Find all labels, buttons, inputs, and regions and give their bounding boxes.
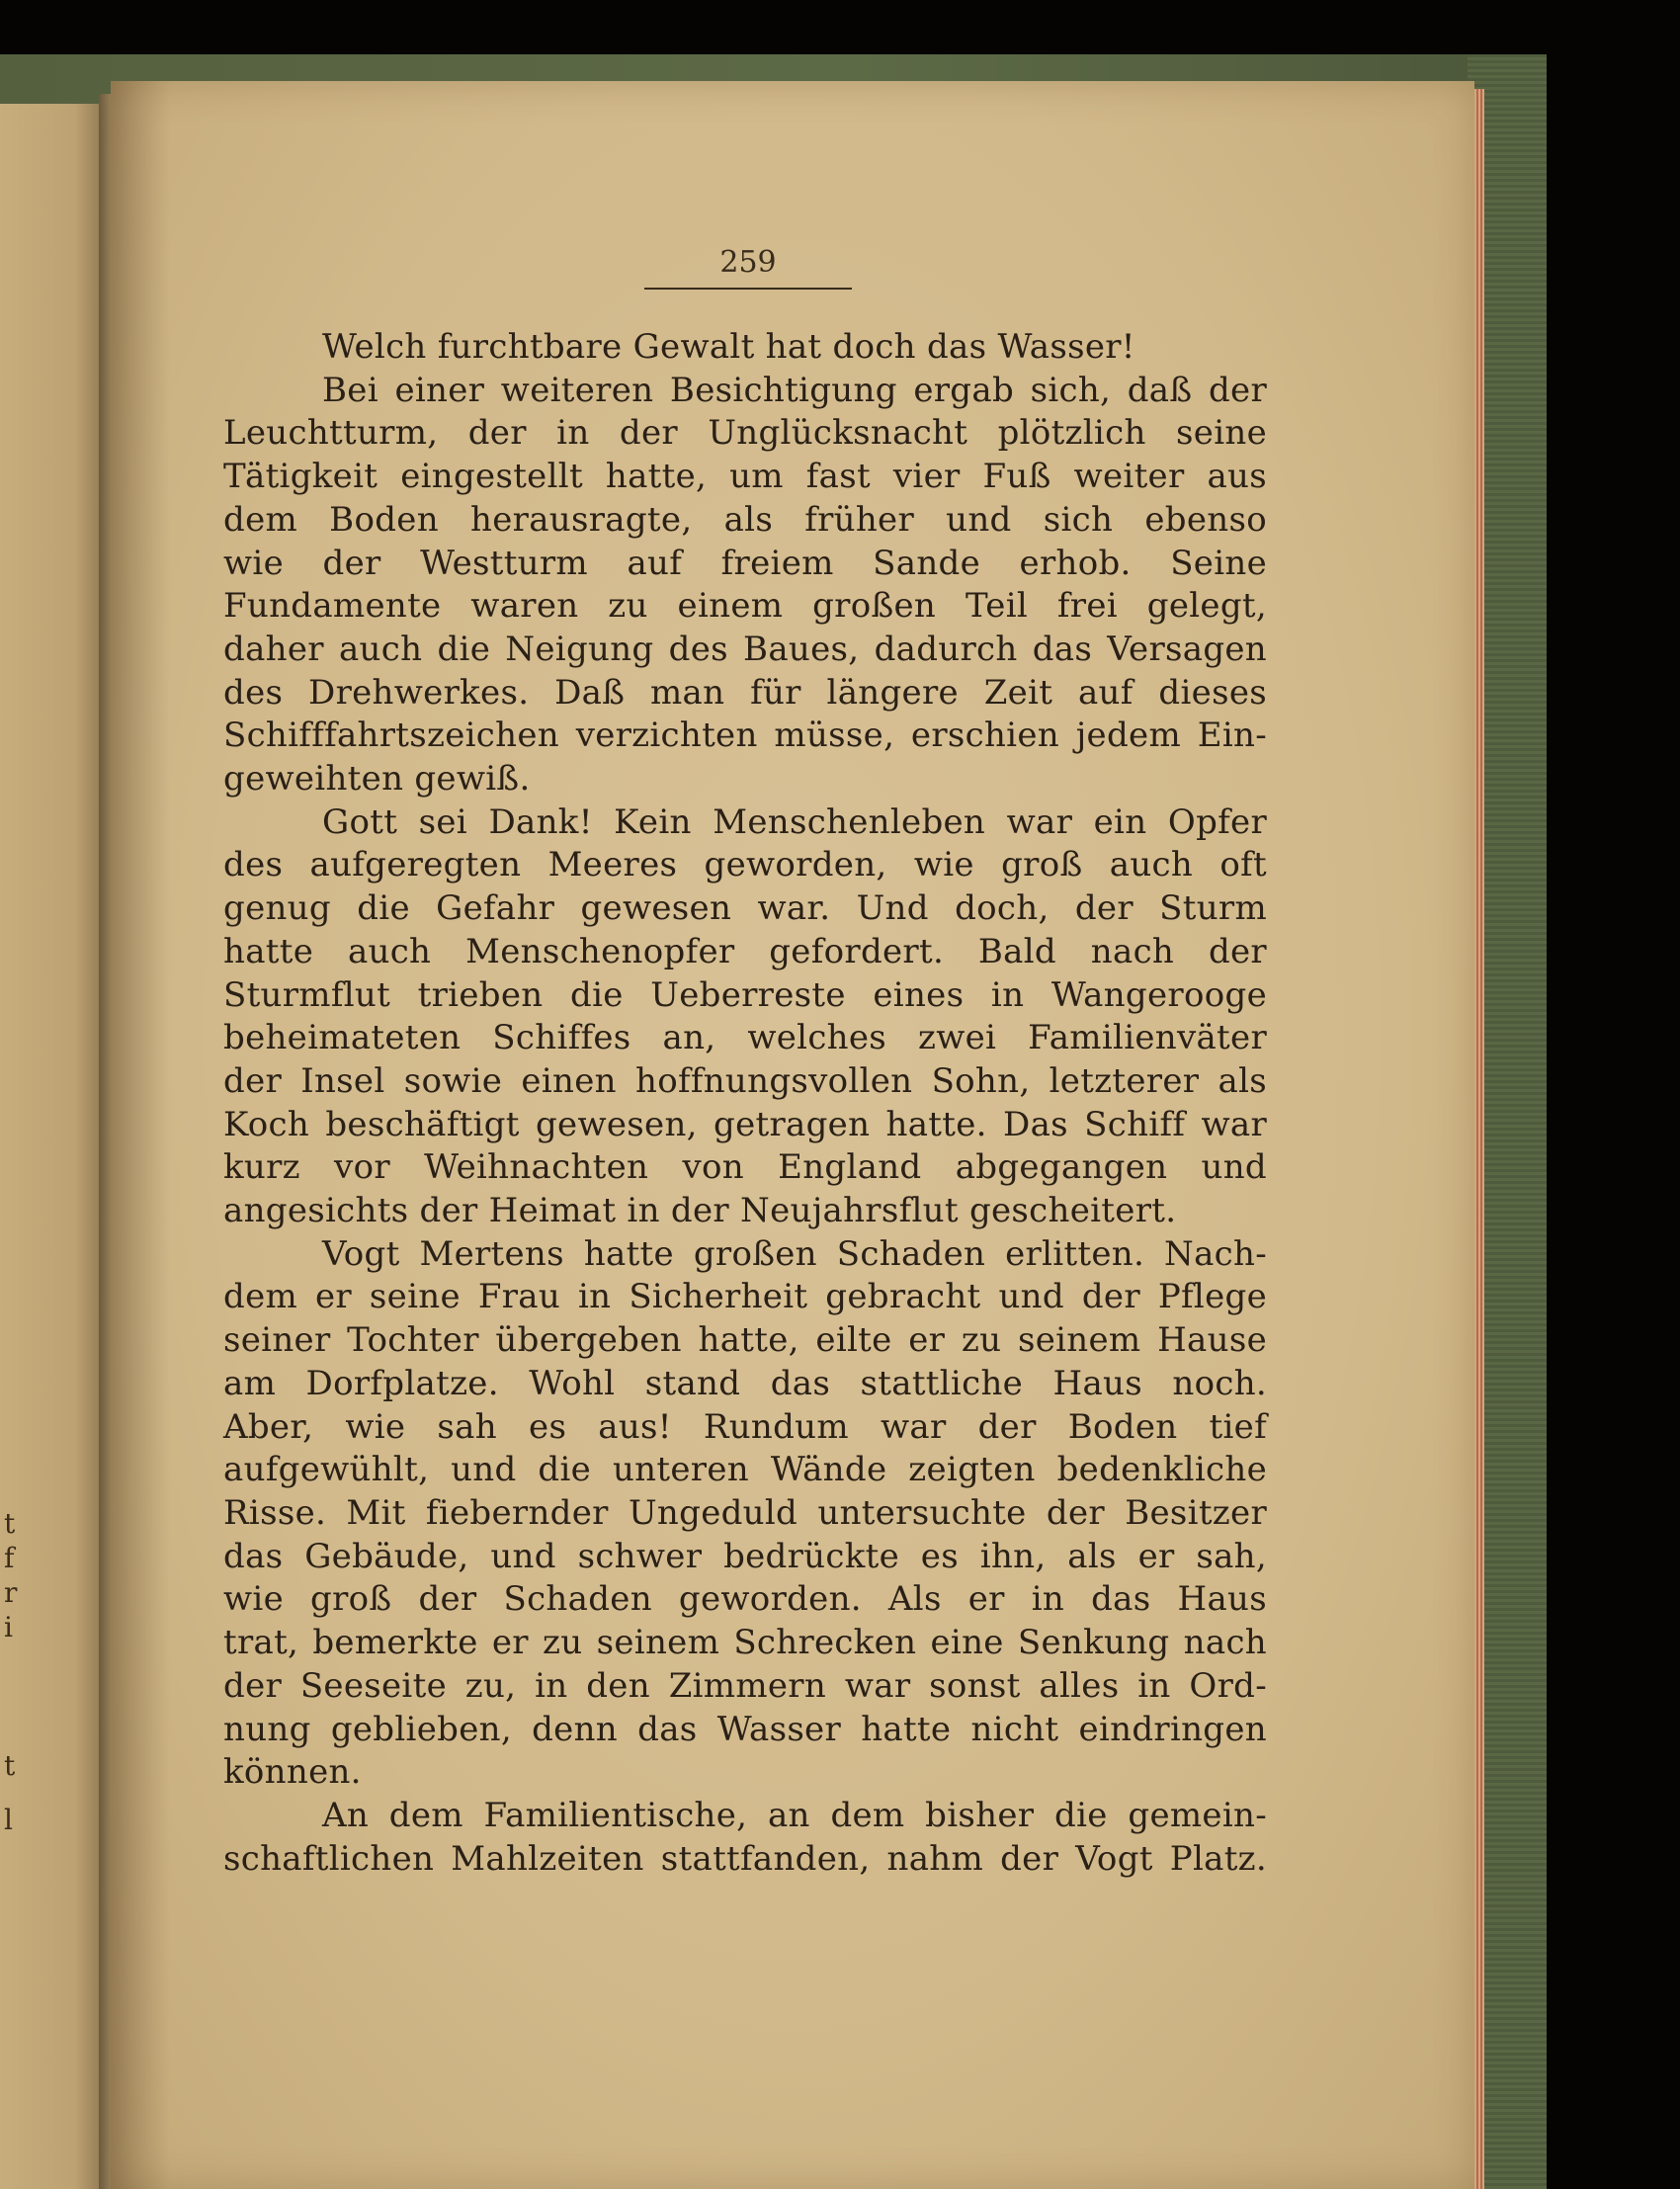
left-page [0, 104, 107, 2189]
text-line: Tätigkeit eingestellt hatte, um fast vier Fuß weiter aus [223, 457, 1267, 497]
text-line: Risse. Mit fiebernder Ungeduld untersuchte der Besitzer [223, 1492, 1267, 1533]
text-line: am Dorfplatze. Wohl stand das stattliche Haus noch. [223, 1363, 1267, 1403]
left-page-text-fragments [0, 104, 30, 2189]
left-page-fragment: l [4, 1804, 13, 1836]
text-line: seiner Tochter übergeben hatte, eilte er zu seinem Hause [223, 1320, 1267, 1361]
text-line: nung geblieben, denn das Wasser hatte nicht eindringen [223, 1709, 1267, 1749]
text-line: der Insel sowie einen hoffnungsvollen Sohn, letzterer als [223, 1060, 1267, 1101]
text-line: Vogt Mertens hatte großen Schaden erlitten. Nach- [322, 1233, 1267, 1274]
text-line: An dem Familientische, an dem bisher die gemein- [322, 1795, 1267, 1835]
text-line: das Gebäude, und schwer bedrückte es ihn, als er sah, [223, 1536, 1267, 1576]
spine-shadow [111, 81, 170, 2189]
left-page-fragment: i [4, 1611, 13, 1643]
text-line: Fundamente waren zu einem großen Teil frei gelegt, [223, 586, 1267, 627]
text-line: wie groß der Schaden geworden. Als er in das Haus [223, 1579, 1267, 1620]
text-line: geweihten gewiß. [223, 759, 531, 800]
text-line: der Seeseite zu, in den Zimmern war sonst alles in Ord- [223, 1665, 1267, 1706]
left-page-fragment: f [4, 1542, 15, 1574]
text-line: Bei einer weiteren Besichtigung ergab sich, daß der [322, 370, 1267, 410]
text-line: hatte auch Menschenopfer gefordert. Bald nach der [223, 931, 1267, 971]
text-line: schaftlichen Mahlzeiten stattfanden, nahm der Vogt Platz. [223, 1838, 1267, 1879]
text-line: kurz vor Weihnachten von England abgegangen und [223, 1147, 1267, 1188]
text-line: wie der Westturm auf freiem Sande erhob. Seine [223, 543, 1267, 583]
text-line: angesichts der Heimat in der Neujahrsflut gescheitert. [223, 1191, 1177, 1231]
left-page-fragment: t [4, 1507, 16, 1540]
text-line: des Drehwerkes. Daß man für längere Zeit auf dieses [223, 672, 1267, 713]
text-line: aufgewühlt, und die unteren Wände zeigten bedenkliche [223, 1450, 1267, 1490]
text-line: beheimateten Schiffes an, welches zwei Familienväter [223, 1018, 1267, 1058]
body-text [223, 326, 1267, 1881]
text-line: genug die Gefahr gewesen war. Und doch, der Sturm [223, 888, 1267, 929]
text-line: daher auch die Neigung des Baues, dadurch das Versagen [223, 629, 1267, 669]
text-line: Leuchtturm, der in der Unglücksnacht plötzlich seine [223, 413, 1267, 454]
page-number: 259 [644, 245, 852, 290]
text-line: Sturmflut trieben die Ueberreste eines in Wangerooge [223, 974, 1267, 1015]
text-line: dem er seine Frau in Sicherheit gebracht und der Pflege [223, 1277, 1267, 1317]
text-line: trat, bemerkte er zu seinem Schrecken eine Senkung nach [223, 1623, 1267, 1663]
text-line: des aufgeregten Meeres geworden, wie groß auch oft [223, 845, 1267, 885]
text-line: Gott sei Dank! Kein Menschenleben war ein Opfer [322, 801, 1267, 842]
left-page-fragment: r [4, 1576, 18, 1609]
text-line: Aber, wie sah es aus! Rundum war der Boden tief [223, 1406, 1267, 1447]
text-line: dem Boden herausragte, als früher und sich ebenso [223, 499, 1267, 540]
text-line: Koch beschäftigt gewesen, getragen hatte. Das Schiff war [223, 1104, 1267, 1144]
text-line: Welch furchtbare Gewalt hat doch das Wasser! [322, 327, 1135, 367]
text-line: Schifffahrtszeichen verzichten müsse, erschien jedem Ein- [223, 716, 1267, 756]
left-page-fragment: t [4, 1749, 16, 1782]
text-line: können. [223, 1752, 362, 1793]
